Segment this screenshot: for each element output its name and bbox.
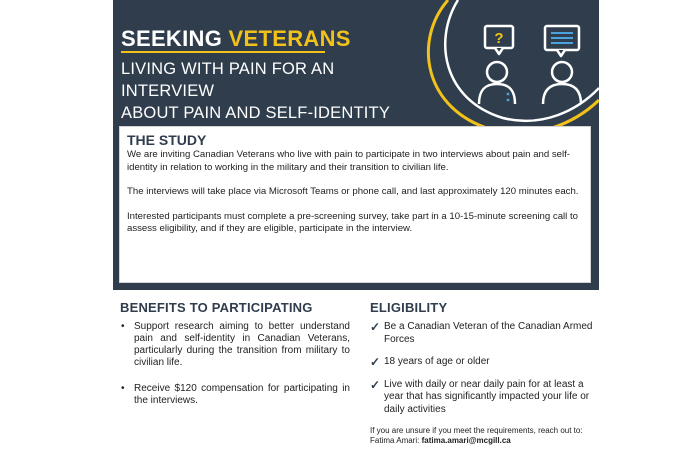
contact-text: If you are unsure if you meet the requirements, reach out to: Fatima Amari: — [370, 426, 583, 445]
person-message-icon — [543, 26, 581, 104]
eligibility-item — [370, 379, 595, 417]
eligibility-text: Be a Canadian Veteran of the Canadian Armed Forces — [384, 321, 593, 345]
checkmark-icon: ✓ — [370, 320, 381, 334]
subtitle — [121, 58, 431, 124]
eligibility-item — [370, 321, 595, 346]
study-paragraph-1: We are inviting Canadian Veterans who live with pain to participate in two interviews about pain and self-identity in relation to working in the military and their transition to civilian life. — [127, 149, 570, 173]
checkmark-icon: ✓ — [370, 355, 381, 369]
person-question-icon — [479, 26, 515, 104]
contact-note — [370, 426, 595, 446]
svg-text:?: ? — [494, 30, 504, 47]
bullet-icon: • — [121, 321, 125, 332]
benefits-section — [120, 300, 350, 421]
benefit-item — [120, 321, 350, 369]
eligibility-heading: ELIGIBILITY — [370, 300, 448, 315]
benefit-text: Support research aiming to better understand pain and self-identity in Canadian Veterans, particularly during the transition from military to civilian life. — [134, 321, 350, 368]
study-heading: THE STUDY — [127, 132, 207, 148]
benefit-item — [120, 383, 350, 407]
title-underline — [121, 51, 325, 53]
study-box — [119, 126, 591, 283]
benefits-heading: BENEFITS TO PARTICIPATING — [120, 300, 313, 315]
subtitle-line1: LIVING WITH PAIN FOR AN INTERVIEW — [121, 60, 335, 100]
page-title — [121, 26, 351, 52]
eligibility-item — [370, 356, 595, 369]
study-paragraph-2: The interviews will take place via Microsoft Teams or phone call, and last approximately 120 minutes each. — [127, 186, 579, 197]
contact-email[interactable]: fatima.amari@mcgill.ca — [421, 436, 511, 445]
title-part1: SEEKING — [121, 26, 223, 51]
benefit-text: Receive $120 compensation for participating in the interviews. — [134, 383, 350, 406]
bullet-icon: • — [121, 383, 125, 394]
study-paragraph-3: Interested participants must complete a pre-screening survey, take part in a 10-15-minute screening call to assess eligibility, and if they are eligible, participate in the interview. — [127, 210, 578, 234]
poster — [113, 0, 599, 467]
checkmark-icon: ✓ — [370, 377, 381, 392]
eligibility-text: Live with daily or near daily pain for at least a year that has significantly impacted your life or daily activities — [384, 378, 590, 415]
eligibility-section — [370, 300, 595, 446]
title-part2: VETERANS — [228, 26, 351, 51]
interview-icons — [473, 16, 593, 116]
subtitle-line2: ABOUT PAIN AND SELF-IDENTITY — [121, 104, 391, 122]
eligibility-text: 18 years of age or older — [384, 356, 490, 367]
